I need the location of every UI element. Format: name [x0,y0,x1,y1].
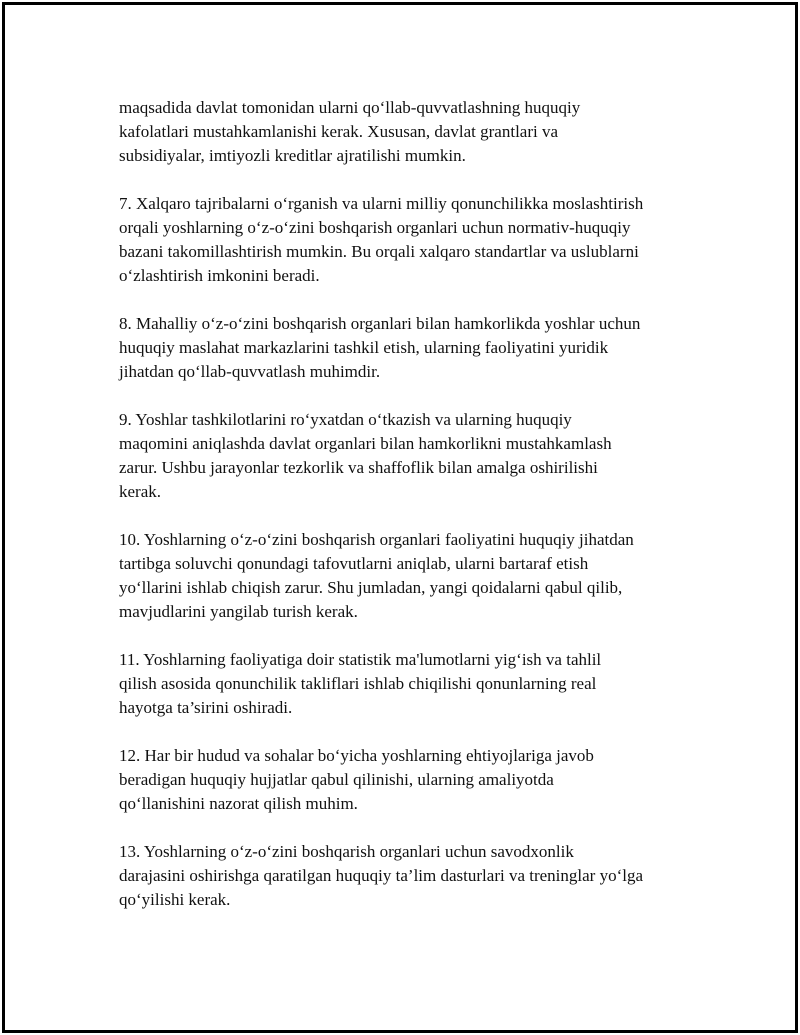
paragraph-item-7: 7. Xalqaro tajribalarni o‘rganish va ularni milliy qonunchilikka moslashtirish orqali yoshlarning o‘z-o‘zini boshqarish organlari uchun normativ-huquqiy bazani takomillashtirish mumkin. Bu orqali xalqaro standartlar va uslublarni o‘zlashtirish imkonini beradi. [119,194,644,285]
page-frame [2,2,798,1033]
paragraph-item-10: 10. Yoshlarning o‘z-o‘zini boshqarish organlari faoliyatini huquqiy jihatdan tartibga soluvchi qonundagi tafovutlarni aniqlab, ularni bartaraf etish yo‘llarini ishlab chiqish zarur. Shu jumladan, yangi qoidalarni qabul qilib, mavjudlarini yangilab turish kerak. [119,530,634,621]
paragraph-intro-continuation: maqsadida davlat tomonidan ularni qo‘llab-quvvatlashning huquqiy kafolatlari mustahkamlanishi kerak. Xususan, davlat grantlari va subsidiyalar, imtiyozli kreditlar ajratilishi mumkin. [119,98,581,165]
paragraph-item-12: 12. Har bir hudud va sohalar bo‘yicha yoshlarning ehtiyojlariga javob beradigan huquqiy hujjatlar qabul qilinishi, ularning amaliyotda qo‘llanishini nazorat qilish muhim. [119,746,594,813]
paragraph-item-9: 9. Yoshlar tashkilotlarini ro‘yxatdan o‘tkazish va ularning huquqiy maqomini aniqlashda davlat organlari bilan hamkorlikni mustahkamlash zarur. Ushbu jarayonlar tezkorlik va shaffoflik bilan amalga oshirilishi kerak. [119,410,612,501]
paragraph-item-13: 13. Yoshlarning o‘z-o‘zini boshqarish organlari uchun savodxonlik darajasini oshirishga qaratilgan huquqiy ta’lim dasturlari va treninglar yo‘lga qo‘yilishi kerak. [119,842,644,909]
document-body [119,96,709,936]
paragraph-item-11: 11. Yoshlarning faoliyatiga doir statistik ma'lumotlarni yig‘ish va tahlil qilish asosida qonunchilik takliflari ishlab chiqilishi qonunlarning real hayotga ta’sirini oshiradi. [119,650,602,717]
paragraph-item-8: 8. Mahalliy o‘z-o‘zini boshqarish organlari bilan hamkorlikda yoshlar uchun huquqiy maslahat markazlarini tashkil etish, ularning faoliyatini yuridik jihatdan qo‘llab-quvvatlash muhimdir. [119,314,641,381]
